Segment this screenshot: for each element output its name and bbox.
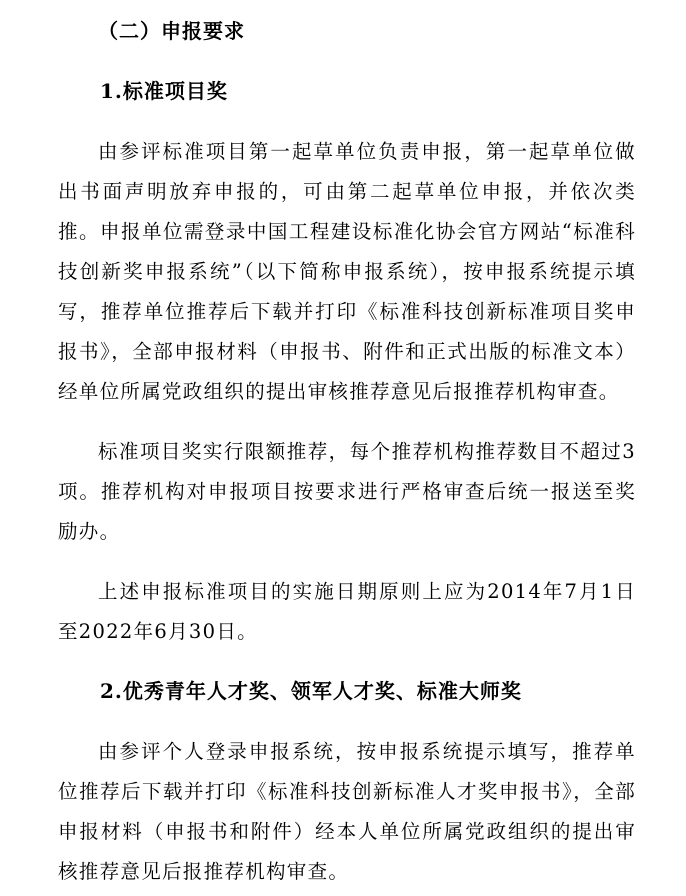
subheading-standard-project-award: 1.标准项目奖: [100, 79, 228, 103]
paragraph-application-procedure: 由参评标准项目第一起草单位负责申报，第一起草单位做出书面声明放弃申报的，可由第二起草单位申报，并依次类推。申报单位需登录中国工程建设标准化协会官方网站“标准科技创新奖申报系统”（以下简称申报系统），按申报系统提示填写，推荐单位推荐后下载并打印《标准科技创新标准项目奖申报书》，全部申报材料（申报书、附件和正式出版的标准文本）经单位所属党政组织的提出审核推荐意见后报推荐机构审查。: [58, 140, 636, 403]
subheading-talent-awards: 2.优秀青年人才奖、领军人才奖、标准大师奖: [100, 679, 522, 703]
section-heading: （二）申报要求: [98, 19, 245, 43]
paragraph-talent-application: 由参评个人登录申报系统，按申报系统提示填写，推荐单位推荐后下载并打印《标准科技创新标准人才奖申报书》，全部申报材料（申报书和附件）经本人单位所属党政组织的提出审核推荐意见后报推荐机构审查。: [58, 740, 636, 883]
paragraph-implementation-date: 上述申报标准项目的实施日期原则上应为2014年7月1日至2022年6月30日。: [58, 580, 636, 643]
paragraph-quota-recommendation: 标准项目奖实行限额推荐，每个推荐机构推荐数目不超过3项。推荐机构对申报项目按要求进行严格审查后统一报送至奖励办。: [58, 440, 636, 543]
